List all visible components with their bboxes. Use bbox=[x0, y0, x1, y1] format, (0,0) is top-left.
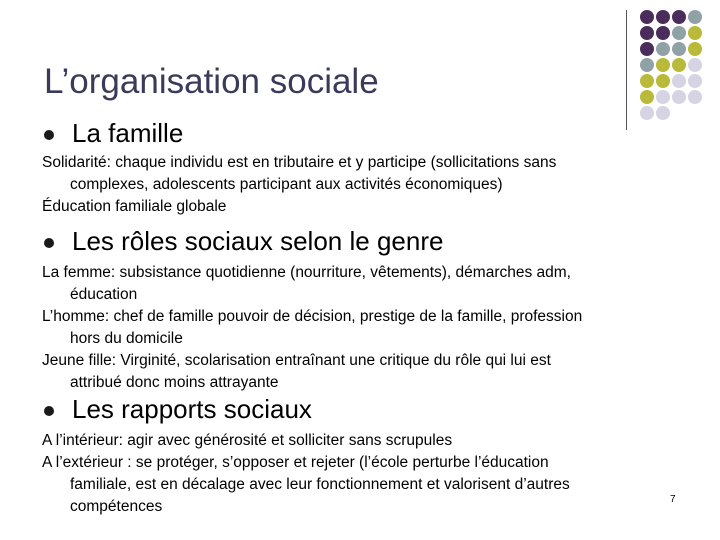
bullet-icon bbox=[44, 130, 54, 140]
bullet-icon bbox=[44, 406, 54, 416]
decor-dot bbox=[672, 74, 686, 88]
text-line: Jeune fille: Virginité, scolarisation entraînant une critique du rôle qui lui est bbox=[42, 352, 551, 369]
decor-dot bbox=[656, 106, 670, 120]
text-line: A l’intérieur: agir avec générosité et solliciter sans scrupules bbox=[42, 432, 453, 449]
text-line: hors du domicile bbox=[70, 330, 183, 347]
famille-text-block bbox=[42, 152, 556, 218]
bullet-heading-text: Les rapports sociaux bbox=[72, 394, 312, 424]
decor-dot bbox=[672, 26, 686, 40]
text-line: Éducation familiale globale bbox=[42, 198, 227, 215]
decor-dot bbox=[656, 90, 670, 104]
text-line: familiale, est en décalage avec leur fonctionnement et valorisent d’autres bbox=[70, 476, 570, 493]
decor-dot bbox=[688, 42, 702, 56]
text-line: éducation bbox=[70, 286, 138, 303]
bullet-heading-roles bbox=[44, 226, 443, 257]
bullet-heading-rapports bbox=[44, 394, 312, 425]
decor-dot bbox=[688, 58, 702, 72]
decor-dot bbox=[688, 10, 702, 24]
decor-dot bbox=[656, 42, 670, 56]
decor-dot bbox=[656, 26, 670, 40]
bullet-icon bbox=[44, 238, 54, 248]
bullet-heading-text: Les rôles sociaux selon le genre bbox=[72, 226, 444, 256]
decor-dot bbox=[656, 74, 670, 88]
decor-dot bbox=[688, 74, 702, 88]
page-number: 7 bbox=[670, 494, 676, 505]
decor-dot bbox=[640, 90, 654, 104]
text-line: Solidarité: chaque individu est en tributaire et y participe (sollicitations sans bbox=[42, 154, 557, 171]
decor-dot bbox=[688, 90, 702, 104]
rapports-text-block bbox=[42, 430, 570, 518]
decor-dot bbox=[640, 106, 654, 120]
decor-dot bbox=[672, 90, 686, 104]
decor-dot bbox=[640, 74, 654, 88]
text-line: compétences bbox=[70, 498, 163, 515]
decor-dot bbox=[688, 26, 702, 40]
decor-dot bbox=[656, 58, 670, 72]
bullet-heading-famille bbox=[44, 118, 183, 149]
text-line: La femme: subsistance quotidienne (nourriture, vêtements), démarches adm, bbox=[42, 264, 571, 281]
text-line: complexes, adolescents participant aux activités économiques) bbox=[70, 176, 503, 193]
decorative-divider bbox=[626, 10, 627, 130]
decor-dot bbox=[640, 10, 654, 24]
decor-dot bbox=[640, 26, 654, 40]
decor-dot bbox=[656, 10, 670, 24]
decor-dot bbox=[640, 58, 654, 72]
slide-title: L’organisation sociale bbox=[44, 62, 379, 101]
decor-dot bbox=[672, 10, 686, 24]
decor-dot bbox=[672, 42, 686, 56]
text-line: L’homme: chef de famille pouvoir de décision, prestige de la famille, profession bbox=[42, 308, 583, 325]
decor-dot bbox=[640, 42, 654, 56]
roles-text-block bbox=[42, 262, 582, 394]
text-line: attribué donc moins attrayante bbox=[70, 374, 279, 391]
text-line: A l’extérieur : se protéger, s’opposer et rejeter (l’école perturbe l’éducation bbox=[42, 454, 549, 471]
bullet-heading-text: La famille bbox=[72, 118, 184, 148]
decor-dot bbox=[672, 58, 686, 72]
